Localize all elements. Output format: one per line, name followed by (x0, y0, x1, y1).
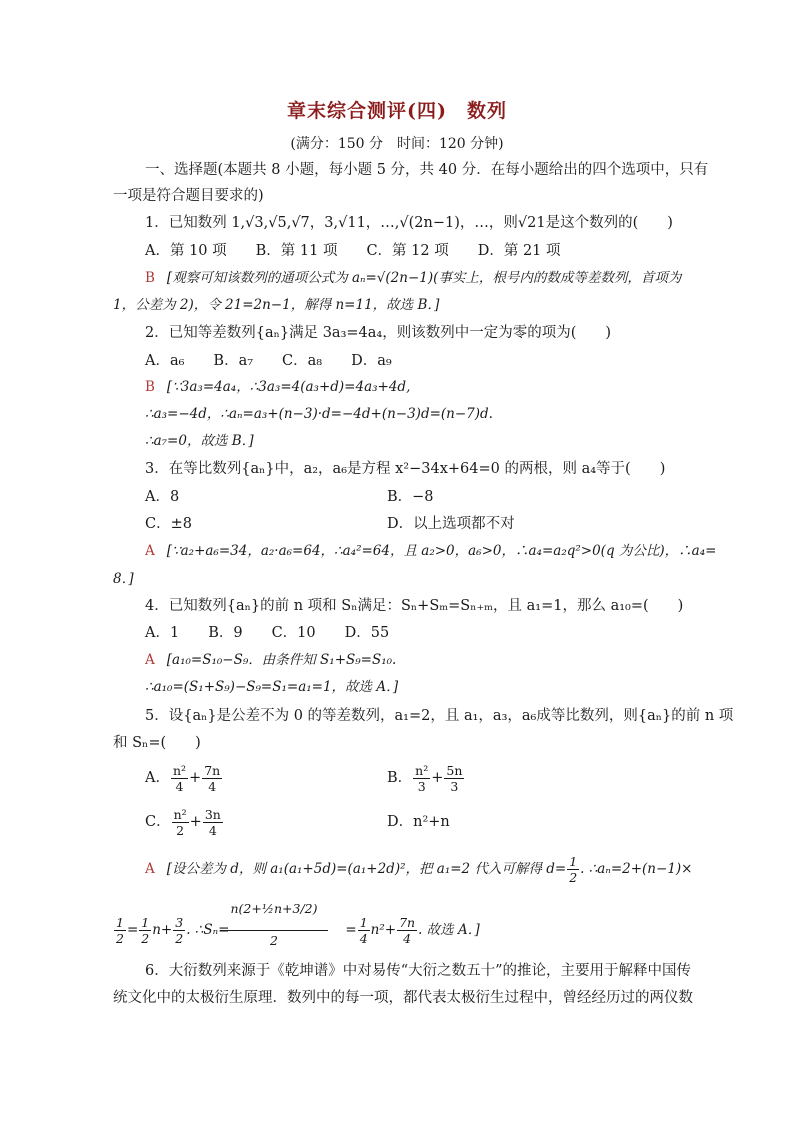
frac-numerator: 7n (204, 762, 221, 778)
q3-answer-line-2: 8．] (113, 571, 134, 587)
q4-answer-line-1 (145, 650, 715, 670)
q2-options: A．a₆ B．a₇ C．a₈ D．a₉ (145, 353, 392, 369)
frac-numerator: 3 (175, 915, 184, 930)
q5-answer-frac-1 (114, 915, 126, 946)
frac-denominator: 2 (176, 822, 185, 838)
q5-option-c-frac-1 (172, 807, 189, 838)
q3-option-c: C．±8 (145, 516, 192, 532)
q3-answer-text-1: [∵a₂+a₆=34，a₂·a₆=64，∴a₄²=64，且 a₂>0，a₆>0，∴a₄=a₂q²>0(q 为公比)，∴a₄= (166, 543, 717, 559)
q5-answer-frac-5 (397, 915, 417, 946)
q4-stem: 4．已知数列{aₙ}的前 n 项和 Sₙ满足：Sₙ+Sₘ=Sₙ₊ₘ，且 a₁=1，那么 a₁₀=( ) (145, 598, 684, 614)
q3-answer-letter: A (145, 543, 155, 559)
q5-answer-big-fraction (220, 890, 328, 948)
frac-numerator: n² (173, 806, 187, 822)
frac-numerator: 1 (141, 915, 150, 930)
q2-stem: 2．已知等差数列{aₙ}满足 3a₃=4a₄，则该数列中一定为零的项为( ) (145, 325, 612, 341)
big-frac-numerator: n(2+½n+3/2) (220, 890, 328, 931)
title-gap (447, 100, 467, 122)
q3-option-row-2 (145, 514, 715, 534)
q5-answer-mid-2: n²+ (370, 922, 397, 938)
exam-meta: (满分：150 分 时间：120 分钟) (290, 136, 504, 152)
equals-sign: = (126, 922, 139, 938)
frac-denominator: 2 (141, 931, 150, 946)
q5-option-a-frac-1 (171, 763, 188, 794)
frac-numerator: 1 (359, 915, 368, 930)
q1-answer-text-1: [观察可知该数列的通项公式为 aₙ=√(2n−1)(事实上，根号内的数成等差数列，首项为 (166, 270, 682, 286)
q5-option-b (387, 760, 465, 796)
frac-numerator: n² (415, 762, 429, 778)
q5-option-row-2 (145, 804, 715, 840)
q1-options: A．第 10 项 B．第 11 项 C．第 12 项 D．第 21 项 (145, 243, 561, 259)
q3-option-d: D．以上选项都不对 (387, 516, 515, 532)
equals-sign: = (345, 922, 357, 938)
q5-stem-line-2: 和 Sₙ=( ) (113, 735, 201, 751)
q5-option-a-label: A． (145, 770, 170, 786)
frac-denominator: 4 (359, 931, 368, 946)
plus-sign: + (431, 770, 444, 786)
section-heading-line-2: 一项是符合题目要求的) (113, 188, 264, 204)
title-sub: 数列 (466, 100, 507, 122)
q5-option-c-frac-2 (203, 807, 223, 838)
q4-answer-text-1: [a₁₀=S₁₀−S₉．由条件知 S₁+S₉=S₁₀. (166, 652, 397, 668)
q2-answer-line-2: ∴a₃=−4d，∴aₙ=a₃+(n−3)·d=−4d+(n−3)d=(n−7)d. (145, 406, 493, 422)
q3-option-row-1 (145, 487, 715, 507)
frac-denominator: 4 (208, 822, 217, 838)
frac-numerator: 1 (116, 915, 124, 930)
q5-answer-frac-2 (139, 915, 151, 946)
q1-stem: 1．已知数列 1,√3,√5,√7，3,√11，…,√(2n−1)，…，则√21是这个数列的( ) (145, 215, 673, 231)
q5-option-c-label: C． (145, 814, 171, 830)
frac-numerator: 7n (399, 915, 416, 930)
q5-answer-frac-4 (358, 915, 370, 946)
q1-answer-line-2: 1，公差为 2)，令 21=2n−1，解得 n=11，故选 B．] (113, 297, 440, 313)
q4-answer-letter: A (145, 652, 155, 668)
q6-stem-line-2: 统文化中的太极衍生原理．数列中的每一项，都代表太极衍生过程中，曾经经历过的两仪数 (113, 990, 693, 1006)
q3-stem: 3．在等比数列{aₙ}中，a₂，a₆是方程 x²−34x+64=0 的两根，则 a₄等于( ) (145, 461, 666, 477)
q5-option-row-1 (145, 760, 715, 796)
q5-answer-text-1b: . ∴aₙ=2+(n−1)× (580, 861, 693, 877)
q5-answer-line-1 (145, 851, 715, 887)
q1-answer-line-1 (145, 268, 715, 288)
frac-numerator: 1 (569, 854, 578, 869)
frac-denominator: 3 (450, 778, 459, 794)
q5-stem-line-1: 5．设{aₙ}是公差不为 0 的等差数列，a₁=2，且 a₁，a₃，a₆成等比数列，则{aₙ}的前 n 项 (145, 708, 734, 724)
q5-option-b-frac-1 (413, 763, 430, 794)
frac-numerator: n² (172, 762, 187, 778)
q5-option-b-frac-2 (444, 763, 464, 794)
q5-answer-frac-3 (173, 915, 185, 946)
q5-answer-frac-d (567, 854, 579, 885)
q5-answer-text-1a: [设公差为 d，则 a₁(a₁+5d)=(a₁+2d)²，把 a₁=2 代入可解得 d= (166, 861, 567, 877)
q4-options: A．1 B．9 C．10 D．55 (145, 625, 390, 641)
frac-denominator: 2 (116, 931, 124, 946)
frac-denominator: 4 (175, 778, 184, 794)
q5-option-b-label: B． (387, 770, 413, 786)
frac-denominator: 3 (417, 778, 426, 794)
q2-answer-line-3: ∴a₇=0，故选 B．] (145, 433, 254, 449)
q3-option-a: A．8 (145, 489, 180, 505)
q5-answer-mid: n+ (152, 922, 173, 938)
frac-numerator: 5n (446, 762, 463, 778)
q5-option-a-frac-2 (202, 763, 222, 794)
q4-answer-line-2: ∴a₁₀=(S₁+S₉)−S₉=S₁=a₁=1，故选 A．] (145, 679, 399, 695)
q2-answer-letter: B (145, 379, 155, 395)
plus-sign: + (189, 770, 202, 786)
q5-answer-sn: . ∴Sₙ= (186, 922, 230, 938)
q3-answer-line-1 (145, 541, 715, 561)
q5-answer-end: . 故选 A．] (418, 922, 480, 938)
q6-stem-line-1: 6．大衍数列来源于《乾坤谱》中对易传“大衍之数五十”的推论，主要用于解释中国传 (145, 963, 692, 979)
title-main: 章末综合测评(四) (286, 100, 447, 122)
frac-denominator: 2 (175, 931, 184, 946)
big-frac-denominator: 2 (270, 933, 278, 948)
plus-sign: + (189, 814, 202, 830)
frac-denominator: 4 (208, 778, 217, 794)
q5-option-d: D．n²+n (387, 814, 450, 830)
q2-answer-line-1 (145, 377, 715, 397)
q5-answer-line-2 (113, 912, 683, 948)
q5-answer-letter: A (145, 861, 155, 877)
frac-denominator: 2 (569, 870, 578, 885)
frac-numerator: 3n (204, 806, 221, 822)
page-title (0, 96, 794, 123)
frac-denominator: 4 (403, 931, 412, 946)
section-heading-line-1: 一、选择题(本题共 8 小题，每小题 5 分，共 40 分．在每小题给出的四个选项中，只有 (145, 162, 709, 178)
q2-answer-text-1: [∵3a₃=4a₄，∴3a₃=4(a₃+d)=4a₃+4d, (166, 379, 411, 395)
q3-option-b: B．−8 (387, 489, 434, 505)
q1-answer-letter: B (145, 270, 155, 286)
